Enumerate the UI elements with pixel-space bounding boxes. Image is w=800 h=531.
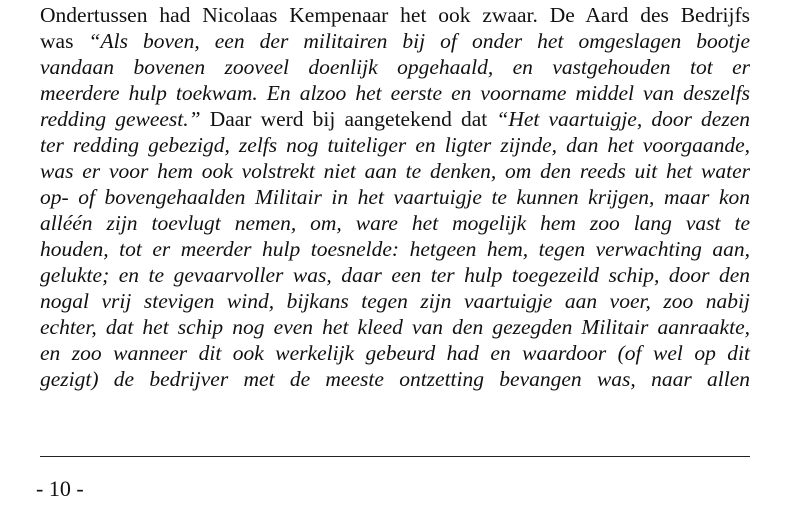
text-run: vandaan bovenen zooveel doenlijk opgehaald, en vastgehouden tot er (40, 55, 750, 79)
text-line (40, 210, 750, 236)
text-line (40, 184, 750, 210)
text-line (40, 158, 750, 184)
body-text (40, 2, 750, 392)
text-line (40, 366, 750, 392)
text-run: houden, tot er meerder hulp toesnelde: hetgeen hem, tegen verwachting aan, (40, 237, 750, 261)
text-line (40, 340, 750, 366)
footer-divider (40, 456, 750, 457)
text-run: “Als boven, een der militairen bij of onder het omgeslagen bootje (88, 29, 750, 53)
text-line (40, 262, 750, 288)
text-line (40, 132, 750, 158)
text-run: gelukte; en te gevaarvoller was, daar een ter hulp toegezeild schip, door den (40, 263, 750, 287)
text-run: gezigt) de bedrijver met de meeste ontzetting bevangen was, naar allen (40, 367, 750, 391)
text-line (40, 106, 750, 132)
text-run: en zoo wanneer dit ook werkelijk gebeurd had en waardoor (of wel op dit (40, 341, 750, 365)
text-run: was er voor hem ook volstrekt niet aan te denken, om den reeds uit het water (40, 159, 750, 183)
text-run: redding geweest.” (40, 107, 201, 131)
text-run: “Het vaartuigje, door dezen (496, 107, 751, 131)
text-run: echter, dat het schip nog even het kleed van den gezegden Militair aanraakte, (40, 315, 750, 339)
page-number: - 10 - (36, 476, 84, 501)
text-run: ter redding gebezigd, zelfs nog tuiteliger en ligter zijnde, dan het voorgaande, (40, 133, 750, 157)
text-run: Daar werd bij aangetekend dat (200, 107, 497, 131)
text-run: Ondertussen had Nicolaas Kempenaar het ook zwaar. De Aard des Bedrijfs (40, 3, 750, 27)
text-run: was (40, 29, 89, 53)
text-line (40, 314, 750, 340)
text-run: op- of bovengehaalden Militair in het vaartuigje te kunnen krijgen, maar kon (40, 185, 750, 209)
text-line (40, 288, 750, 314)
text-run: meerdere hulp toekwam. En alzoo het eerste en voorname middel van deszelfs (40, 81, 750, 105)
text-line (40, 28, 750, 54)
text-line (40, 80, 750, 106)
text-run: alléén zijn toevlugt nemen, om, ware het mogelijk hem zoo lang vast te (40, 211, 750, 235)
text-line (40, 54, 750, 80)
text-line (40, 236, 750, 262)
text-line (40, 2, 750, 28)
text-run: nogal vrij stevigen wind, bijkans tegen zijn vaartuigje aan voer, zoo nabij (40, 289, 750, 313)
